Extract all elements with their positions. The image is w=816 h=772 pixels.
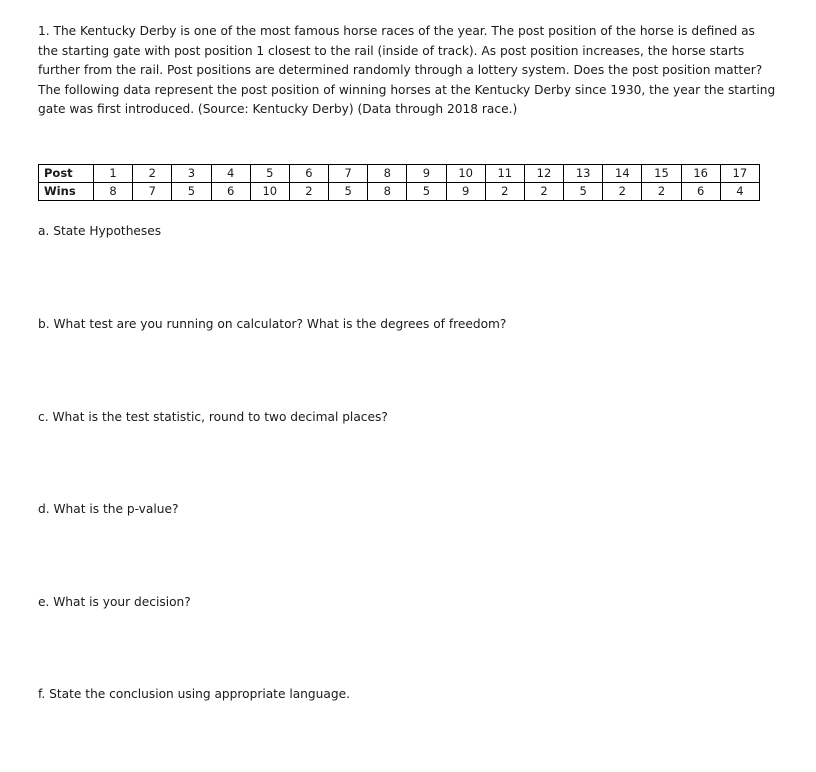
wins-cell: 2: [485, 183, 524, 201]
wins-cell: 8: [368, 183, 407, 201]
intro-line: 1. The Kentucky Derby is one of the most famous horse races of the year. The post position of the horse is defined as: [38, 24, 755, 38]
post-cell: 8: [368, 165, 407, 183]
post-cell: 2: [133, 165, 172, 183]
post-cell: 9: [407, 165, 446, 183]
problem-intro: [38, 22, 780, 120]
intro-line: the starting gate with post position 1 closest to the rail (inside of track). As post position increases, the horse starts: [38, 43, 745, 58]
wins-cell: 5: [172, 183, 211, 201]
question-e: e. What is your decision?: [38, 595, 191, 609]
wins-cell: 9: [446, 183, 485, 201]
post-wins-table: [38, 164, 760, 201]
intro-line: The following data represent the post position of winning horses at the Kentucky Derby since 1930, the year the starting: [38, 82, 776, 97]
wins-cell: 6: [211, 183, 250, 201]
post-row-label: Post: [39, 165, 94, 183]
post-cell: 3: [172, 165, 211, 183]
intro-line: further from the rail. Post positions are determined randomly through a lottery system. Does the post position matter?: [38, 63, 763, 77]
wins-cell: 5: [407, 183, 446, 201]
post-cell: 12: [524, 165, 563, 183]
post-cell: 1: [94, 165, 133, 183]
wins-cell: 4: [720, 183, 759, 201]
post-row: [39, 165, 760, 183]
question-d: d. What is the p-value?: [38, 502, 179, 516]
question-f: f. State the conclusion using appropriate language.: [38, 687, 350, 701]
question-c: c. What is the test statistic, round to two decimal places?: [38, 410, 388, 424]
question-a: a. State Hypotheses: [38, 224, 162, 238]
intro-line: gate was first introduced. (Source: Kentucky Derby) (Data through 2018 race.): [38, 102, 518, 116]
wins-row-label: Wins: [39, 183, 94, 201]
post-cell: 15: [642, 165, 681, 183]
post-cell: 10: [446, 165, 485, 183]
wins-cell: 7: [133, 183, 172, 201]
post-cell: 13: [564, 165, 603, 183]
wins-cell: 2: [524, 183, 563, 201]
wins-cell: 5: [329, 183, 368, 201]
wins-cell: 5: [564, 183, 603, 201]
wins-cell: 8: [94, 183, 133, 201]
post-cell: 6: [289, 165, 328, 183]
wins-cell: 6: [681, 183, 720, 201]
post-cell: 7: [329, 165, 368, 183]
wins-row: [39, 183, 760, 201]
post-cell: 4: [211, 165, 250, 183]
wins-cell: 10: [250, 183, 289, 201]
post-cell: 5: [250, 165, 289, 183]
post-cell: 17: [720, 165, 759, 183]
post-cell: 11: [485, 165, 524, 183]
wins-cell: 2: [642, 183, 681, 201]
wins-cell: 2: [603, 183, 642, 201]
wins-cell: 2: [289, 183, 328, 201]
post-cell: 16: [681, 165, 720, 183]
question-b: b. What test are you running on calculator? What is the degrees of freedom?: [38, 317, 507, 331]
post-cell: 14: [603, 165, 642, 183]
